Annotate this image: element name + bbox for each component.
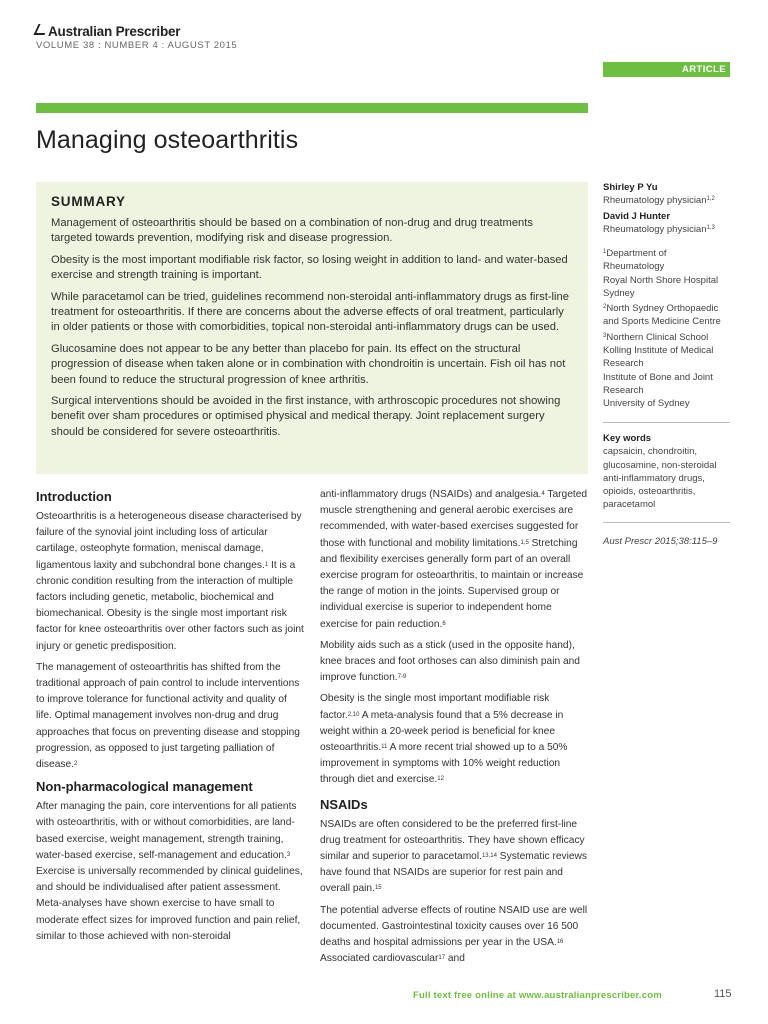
affiliation: $^2$North Sydney Orthopaedic and Sports Medicine Centre bbox=[603, 303, 721, 328]
body-paragraph: Obesity is the single most important modifiable risk factor.$^{2,10}$ A meta-analysis found that a 5% decrease in weight within a 20-week period is beneficial for knee osteoarthritis.$^{11}$ A more recent trial showed up to a 50% improvement in symptoms with 10% weight reduction through diet and exercise.$^{12}$ bbox=[320, 693, 568, 786]
footer-website-link[interactable]: Full text free online at www.australianprescriber.com bbox=[413, 990, 662, 1001]
summary-paragraph: Obesity is the most important modifiable risk factor, so losing weight in addition to land- and water-based exercise and strength training is important. bbox=[51, 253, 568, 282]
keywords-heading: Key words bbox=[603, 433, 652, 444]
summary-box bbox=[36, 182, 588, 474]
body-paragraph: NSAIDs are often considered to be the preferred first-line drug treatment for osteoarthritis. They have shown efficacy similar and superior to paracetamol.$^{13,14}$ Systematic reviews have found that NSAIDs are superior for rest pain and overall pain.$^{15}$ bbox=[320, 818, 587, 895]
body-paragraph: anti-inflammatory drugs (NSAIDs) and analgesia.$^4$ Targeted muscle strengthening and general aerobic exercises are recommended, with water-based exercises suggested for those with functional and mobility limitations.$^{1,5}$ Stretching and flexibility exercises generally form part of an overall exercise program for osteoarthritis, to maintain or increase the range of motion in the joints. Supervised group or individual exercise is superior to independent home exercise for pain reduction.$^6$ bbox=[320, 489, 588, 630]
citation: Aust Prescr 2015;38:115–9 bbox=[603, 536, 718, 547]
author-role: Rheumatology physician$^{1,2}$ bbox=[603, 195, 715, 207]
author-role: Rheumatology physician$^{1,3}$ bbox=[603, 223, 715, 235]
sidebar-divider bbox=[603, 522, 730, 523]
page-number: 115 bbox=[714, 988, 732, 1000]
section-heading-nsaids: NSAIDs bbox=[320, 796, 368, 812]
summary-heading: SUMMARY bbox=[51, 194, 126, 209]
summary-paragraph: Management of osteoarthritis should be based on a combination of non-drug and drug treatments targeted towards prevention, modifying risk and disease progression. bbox=[51, 217, 533, 245]
article-title: Managing osteoarthritis bbox=[36, 126, 299, 154]
title-accent-bar bbox=[36, 103, 588, 113]
body-paragraph: The potential adverse effects of routine NSAID use are well documented. Gastrointestinal toxicity causes over 16 500 deaths and hospital admissions per year in the USA.$^{16}$ Associated cardiovascular$^{17}$ and bbox=[320, 904, 588, 965]
body-column-left bbox=[36, 488, 304, 950]
body-paragraph: Osteoarthritis is a heterogeneous disease characterised by failure of the synovial joint including loss of articular cartilage, osteophyte formation, meniscal damage, ligamentous laxity and subchondral bone changes.$^1$ It is a chronic condition resulting from the interaction of multiple factors including genetic, metabolic, biochemical and biomechanical. Obesity is the single most important risk factor for knee osteoarthritis over other factors such as joint injury or genetic predisposition. bbox=[36, 511, 304, 652]
affiliation: $^1$Department of Rheumatology Royal North Shore Hospital Sydney bbox=[603, 248, 719, 299]
summary-paragraph: Glucosamine does not appear to be any better than placebo for pain. Its effect on the structural progression of disease when taken alone or in combination with chondroitin is uncertain. Fish oil has not been found to reduce the structural progression of knee arthritis. bbox=[51, 342, 566, 386]
body-paragraph: After managing the pain, core interventions for all patients with osteoarthritis, with or without comorbidities, are land-based exercise, weight management, strength training, water-based exercise, self-management and education.$^3$ Exercise is universally recommended by clinical guidelines, and should be individualised after patient assessment. Meta-analyses have shown exercise to have small to moderate effect sizes for improved function and pain relief, similar to those achieved with non-steroidal bbox=[36, 801, 303, 942]
article-type-badge: ARTICLE bbox=[603, 62, 730, 77]
logo-text: Australian Prescriber bbox=[48, 24, 181, 39]
author-entry bbox=[603, 210, 730, 223]
journal-logo bbox=[36, 24, 180, 39]
author-list bbox=[603, 181, 730, 236]
affiliations bbox=[603, 247, 730, 411]
body-paragraph: The management of osteoarthritis has shifted from the traditional approach of pain control to include interventions to improve tolerance for functional activity and quality of life. Optimal management involves non-drug and drug approaches that focus on preventing disease and stopping progression, as opposed to just targeting palliation of disease.$^2$ bbox=[36, 661, 300, 771]
keywords: Key words capsaicin, chondroitin, glucosamine, non-steroidal anti-inflammatory drugs, opioids, osteoarthritis, paracetamol bbox=[603, 433, 717, 511]
body-column-right bbox=[320, 487, 588, 972]
sidebar-divider bbox=[603, 422, 730, 423]
affiliation: $^3$Northern Clinical School Kolling Institute of Medical Research Institute of Bone and Joint Research University of Sydney bbox=[603, 331, 714, 410]
summary-paragraph: While paracetamol can be tried, guidelines recommend non-steroidal anti-inflammatory drugs as first-line treatment for osteoarthritis. If there are concerns about the adverse effects of oral treatment, particularly in older patients or those with comorbidities, topical non-steroidal anti-inflammatory drugs can be used. bbox=[51, 290, 569, 334]
section-heading-non-pharmacological: Non-pharmacological management bbox=[36, 779, 253, 795]
author-name: David J Hunter bbox=[603, 210, 671, 222]
body-paragraph: Mobility aids such as a stick (used in the opposite hand), knee braces and foot orthoses can also diminish pain and improve function.$^{7-9}$ bbox=[320, 639, 580, 684]
author-name: Shirley P Yu bbox=[603, 182, 658, 193]
summary-paragraph: Surgical interventions should be avoided in the first instance, with arthroscopic procedures not showing benefit over sham procedures or optimised physical and medical therapy. Joint replacement surgery should be considered for severe osteoarthritis. bbox=[51, 395, 561, 438]
issue-info: VOLUME 38 : NUMBER 4 : AUGUST 2015 bbox=[36, 40, 238, 51]
section-heading-introduction: Introduction bbox=[36, 489, 112, 504]
author-entry bbox=[603, 181, 730, 194]
